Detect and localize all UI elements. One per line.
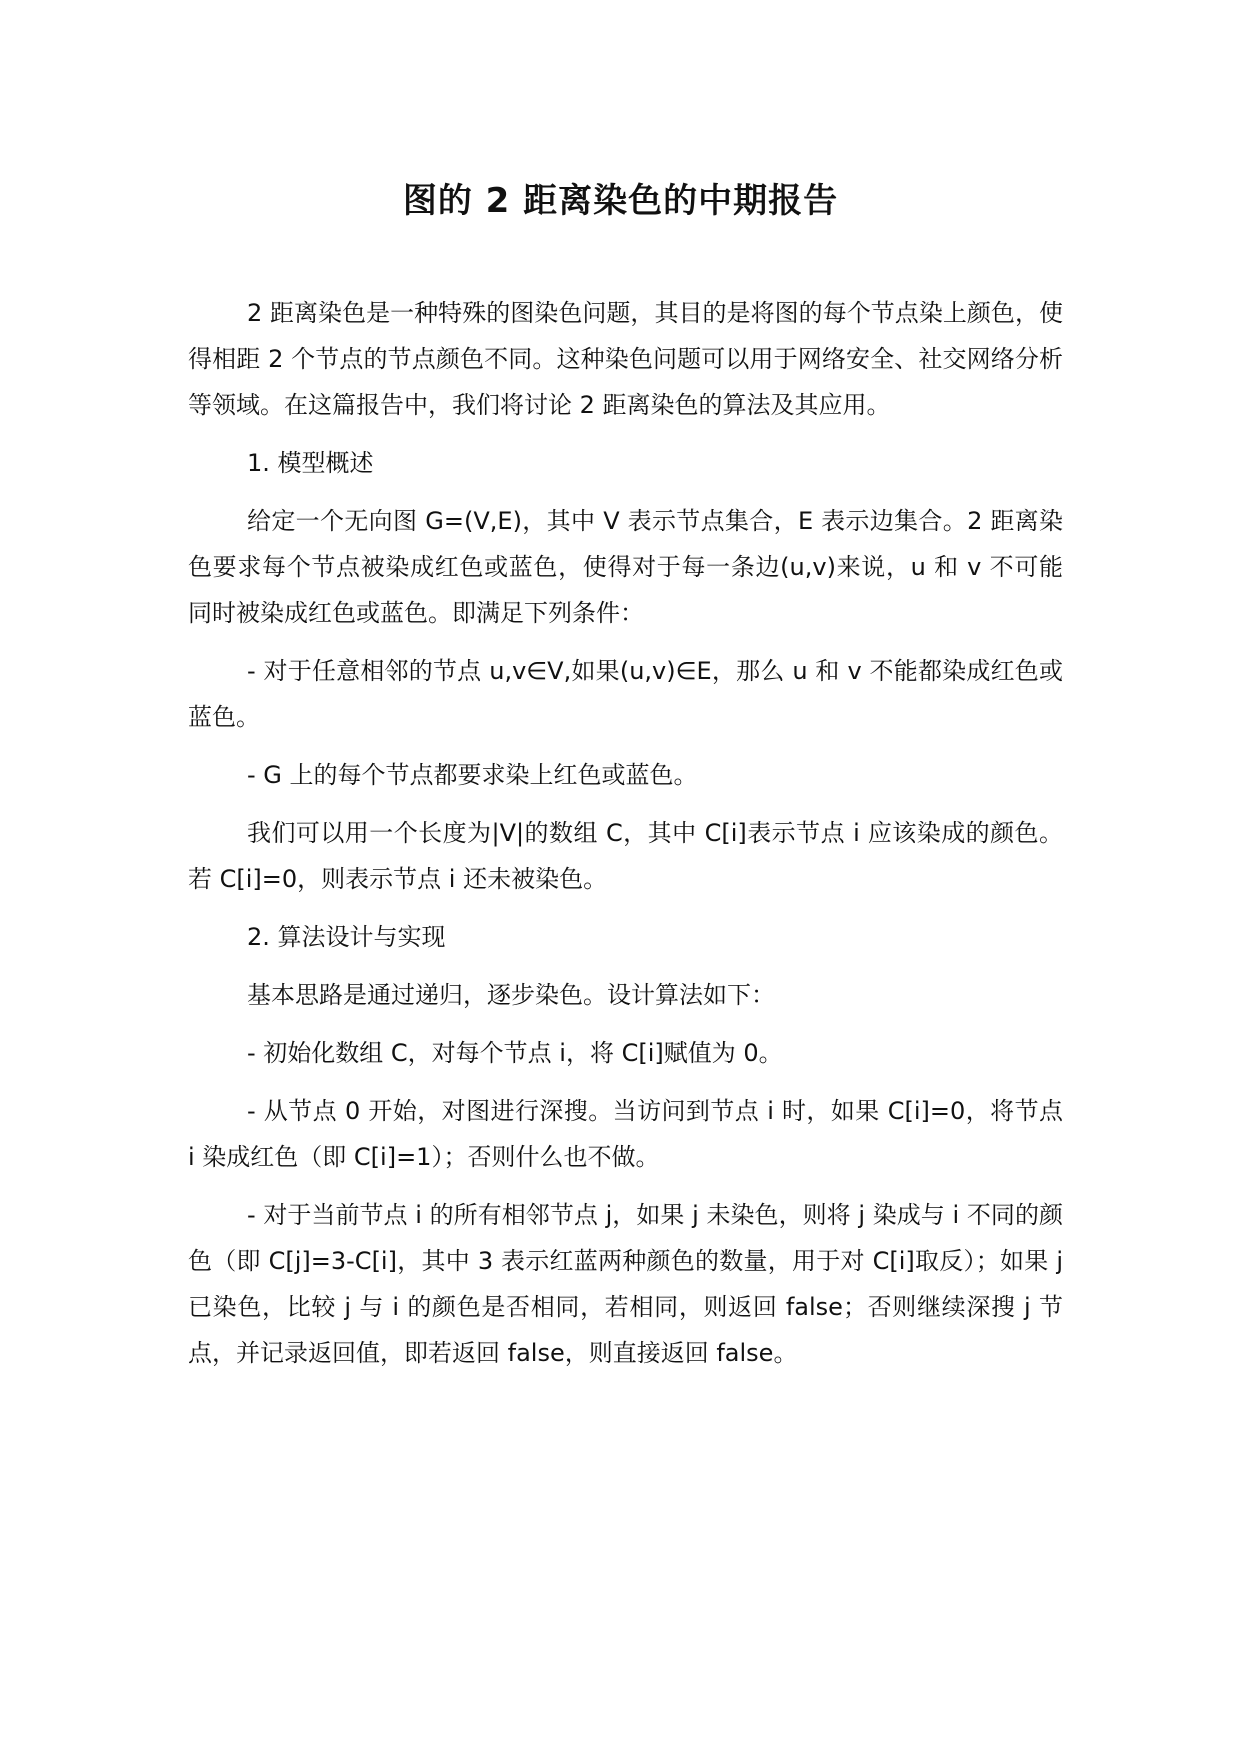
step-item-init: - 初始化数组 C，对每个节点 i，将 C[i]赋值为 0。: [247, 1039, 783, 1067]
section-heading-algorithm: 2. 算法设计与实现: [247, 923, 446, 951]
document-title: 图的 2 距离染色的中期报告: [402, 181, 839, 221]
condition-item-all-colored: - G 上的每个节点都要求染上红色或蓝色。: [247, 761, 698, 789]
model-paragraph: 给定一个无向图 G=(V,E)，其中 V 表示节点集合，E 表示边集合。2 距离染色要求每个节点被染成红色或蓝色，使得对于每一条边(u,v)来说，u 和 v 不可能同时被染成红色或蓝色。即满足下列条件：: [188, 507, 1063, 627]
section-heading-model: 1. 模型概述: [247, 449, 374, 477]
intro-paragraph: 2 距离染色是一种特殊的图染色问题，其目的是将图的每个节点染上颜色，使得相距 2 个节点的节点颜色不同。这种染色问题可以用于网络安全、社交网络分析等领域。在这篇报告中，我们将讨论 2 距离染色的算法及其应用。: [188, 299, 1063, 419]
array-paragraph: 我们可以用一个长度为|V|的数组 C，其中 C[i]表示节点 i 应该染成的颜色。若 C[i]=0，则表示节点 i 还未被染色。: [188, 819, 1063, 893]
document-body: [188, 290, 1063, 1376]
step-item-neighbors: - 对于当前节点 i 的所有相邻节点 j，如果 j 未染色，则将 j 染成与 i 不同的颜色（即 C[j]=3-C[i]，其中 3 表示红蓝两种颜色的数量，用于对 C[i]取反）；如果 j 已染色，比较 j 与 i 的颜色是否相同，若相同，则返回 false；否则继续深搜 j 节点，并记录返回值，即若返回 false，则直接返回 false。: [188, 1201, 1063, 1367]
algorithm-intro-paragraph: 基本思路是通过递归，逐步染色。设计算法如下：: [247, 981, 775, 1009]
step-item-dfs: - 从节点 0 开始，对图进行深搜。当访问到节点 i 时，如果 C[i]=0，将节点 i 染成红色（即 C[i]=1）；否则什么也不做。: [188, 1097, 1063, 1171]
condition-item-adjacent: - 对于任意相邻的节点 u,v∈V,如果(u,v)∈E，那么 u 和 v 不能都染成红色或蓝色。: [188, 657, 1063, 731]
